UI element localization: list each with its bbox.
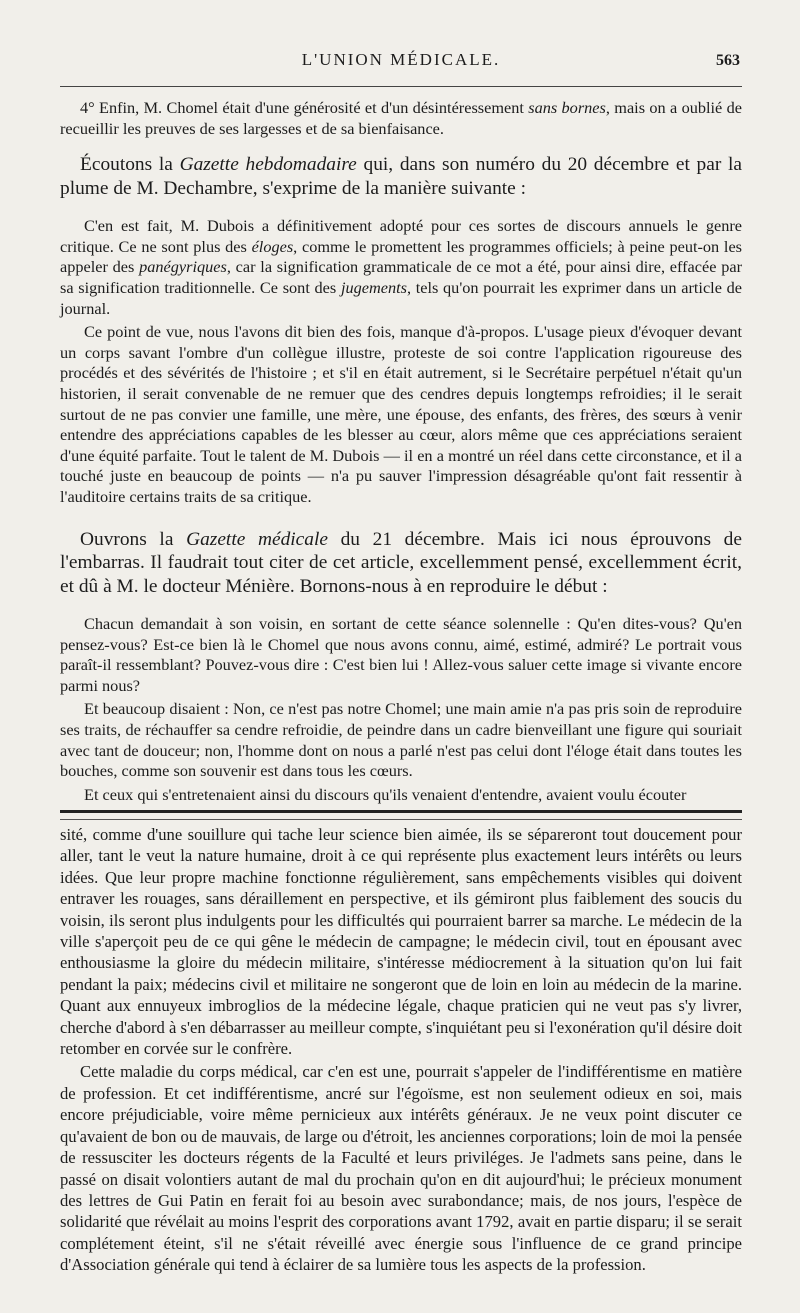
- paragraph-indifferentisme: Cette maladie du corps médical, car c'en est une, pourrait s'appeler de l'indifférentisme en matière de profession. Et cet indifférentisme, ancré sur l'égoïsme, est non seulement odieux en soi, mais encore préjudiciable, voire même pernicieux aux intérêts généraux. Je ne veux point discuter ce qu'avaient de bon ou de mauvais, de large ou d'étroit, les anciennes corporations; loin de moi la pensée de ressusciter les docteurs régents de la Faculté et leurs priviléges. Je l'admets sans peine, dans le passé on disait volontiers autant de mal du prochain qu'on en dit aujourd'hui; le précieux monument des lettres de Gui Patin en ferait foi au besoin avec surabondance; mais, de nos jours, l'espèce de solidarité que révélait au moins l'esprit des corporations avant 1792, avait en partie disparu; il se serait complétement éteint, s'il ne s'était réveillé avec énergie sous l'influence de ce grand principe d'Association générale qui tend à éclairer de sa lumière tous les aspects de la profession.: [60, 1062, 742, 1275]
- text-run: qui, dans son numéro du 20 décembre et par la plume de M. Dechambre, s'exprime de la manière suivante :: [60, 154, 742, 199]
- paragraph-gazette-medicale: [60, 528, 742, 599]
- text-run: du 21 décembre. Mais ici nous éprouvons de l'embarras. Il faudrait tout citer de cet article, excellemment pensé, excellemment écrit, et dû à M. le docteur Ménière. Bornons-nous à en reproduire le début :: [60, 528, 742, 597]
- paragraph-gazette-hebdomadaire: [60, 153, 742, 200]
- section-divider: [60, 810, 742, 820]
- text-run: Ouvrons la: [80, 528, 187, 550]
- text-run: , tels qu'on pourrait les exprimer dans un article de journal.: [60, 277, 742, 318]
- text-run: , mais on a oublié de recueillir les preuves de ses largesses et de sa bienfaisance.: [60, 98, 742, 138]
- quotation-hebdomadaire: [60, 216, 742, 507]
- italic-run: jugements: [340, 277, 407, 297]
- quote-paragraph: Et beaucoup disaient : Non, ce n'est pas notre Chomel; une main amie n'a pas pris soin de reproduire ses traits, de réchauffer sa cendre refroidie, de peindre dans un cadre bienveillant une figure qui souriait avec tant de douceur; non, l'homme dont on nous a parlé n'est pas celui dont l'éloge était dans toutes les bouches, comme son souvenir est dans tous les cœurs.: [60, 699, 742, 781]
- text-run: 4° Enfin, M. Chomel était d'une générosité et d'un désintéressement: [80, 98, 529, 117]
- text-run: , comme le promettent les programmes officiels; à peine peut-on les appeler des: [60, 236, 743, 277]
- header-rule: [60, 86, 742, 87]
- quote-paragraph: [60, 216, 742, 319]
- page-number: 563: [716, 52, 740, 69]
- text-run: Écoutons la: [80, 154, 180, 176]
- italic-run: panégyriques: [139, 257, 227, 277]
- quote-paragraph: Et ceux qui s'entretenaient ainsi du discours qu'ils venaient d'entendre, avaient voulu écouter: [84, 784, 687, 804]
- quotation-medicale: [60, 614, 742, 805]
- italic-run: Gazette médicale: [186, 528, 328, 550]
- quote-paragraph: Ce point de vue, nous l'avons dit bien des fois, manque d'à-propos. L'usage pieux d'évoquer devant un corps savant l'ombre d'un collègue illustre, proteste de soi contre l'application rigoureuse des procédés et des sévérités de l'histoire ; et s'il en était autrement, si le Secrétaire perpétuel n'était qu'un historien, il serait convenable de ne remuer que des cendres depuis longtemps refroidies; il le serait surtout de ne pas convier une famille, une mère, une épouse, des enfants, des frères, des sœurs à venir entendre des appréciations capables de les blesser au cœur, alors même que ces appréciations seraient d'une équité parfaite. Tout le talent de M. Dubois — il en a montré un réel dans cette circonstance, et il a touché juste en beaucoup de points — n'a pu sauver l'impression désagréable qu'ont fait ressentir à l'auditoire certains traits de sa critique.: [60, 322, 742, 506]
- quote-paragraph: Chacun demandait à son voisin, en sortant de cette séance solennelle : Qu'en dites-vous? Qu'en pensez-vous? Est-ce bien là le Chomel que nous avons connu, aimé, estimé, admiré? Le portrait vous paraît-il ressemblant? Pouvez-vous dire : C'est bien lui ! Allez-vous saluer cette image si vivante encore parmi nous?: [60, 614, 742, 695]
- upper-column: [60, 98, 742, 805]
- text-run: C'en est fait, M. Dubois a définitivement adopté pour ces sortes de discours annuels le genre critique. Ce ne sont plus des: [60, 216, 742, 256]
- lower-column: [60, 824, 742, 1276]
- running-title: L'UNION MÉDICALE.: [301, 50, 501, 69]
- italic-run: sans bornes: [528, 98, 606, 117]
- text-run: , car la signification grammaticale de ce mot a été, pour ainsi dire, effacée par sa signification traditionnelle. Ce sont des: [60, 257, 742, 297]
- paragraph-continuation: sité, comme d'une souillure qui tache leur science bien aimée, ils se sépareront tout doucement pour aller, tant le veut la nature humaine, droit à ce qui représente plus exactement leurs intérêts ou leurs idées. Que leur propre machine fonctionne régulièrement, sans empêchements visibles qui doivent entraver les rouages, sans déraillement en perspective, et ils gémiront plus faiblement des soucis du voisin, ils seront plus indulgents pour les difficultés qui pourraient barrer sa marche. Le médecin de la ville s'aperçoit peu de ce qui gêne le médecin de campagne; le médecin civil, tout en épousant avec enthousiasme la gloire du médecin militaire, s'intéresse médiocrement à la situation qu'on lui fait pendant la paix; médecins civil et militaire ne songeront que de loin en loin au médecin de la marine. Quant aux ennuyeux imbroglios de la médecine légale, chaque praticien qui ne veut pas s'y livrer, cherche d'abord à s'en débarrasser au meilleur compte, s'inquiétant peu si l'exonération qu'il désire doit retomber en corvée sur le confrère.: [60, 825, 742, 1059]
- page-header: [60, 50, 742, 78]
- paragraph-generosity: [60, 98, 742, 139]
- italic-run: Gazette hebdomadaire: [179, 154, 357, 176]
- italic-run: éloges: [251, 236, 294, 256]
